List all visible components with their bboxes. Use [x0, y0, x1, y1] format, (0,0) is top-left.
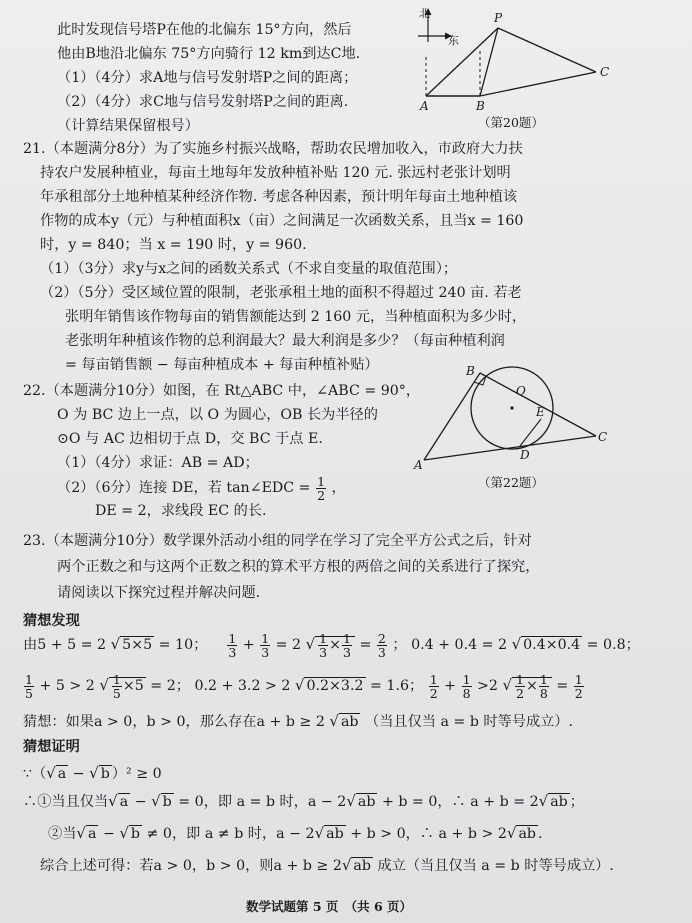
tan-fraction-denominator: 2 — [317, 487, 326, 503]
line-ap — [426, 28, 498, 96]
q21-line-3: 年承租部分土地种植某种经济作物. 考虑各种因素，预计明年每亩土地种植该 — [40, 189, 518, 205]
proof-line-3: ②当√ a − √ b ≠ 0，即 a ≠ b 时，a − 2√ ab + b > 0，∴ a + b > 2√ ab . — [48, 824, 543, 842]
q20-caption: （第20题） — [478, 115, 544, 130]
section-heading-guess: 猜想发现 — [23, 613, 80, 629]
q22-part-1: （1）（4分）求证：AB = AD； — [57, 455, 259, 471]
frac-1-5: $\frac{1}{5}$ — [25, 671, 33, 701]
proof-line-2: ∴①当且仅当√ a − √ b = 0，即 a = b 时，a − 2√ ab + b = 0，∴ a + b = 2√ ab ； — [23, 792, 584, 810]
frac-1-3-b: $\frac{1}{3}$ — [261, 630, 270, 660]
example-1c-radicand: 0.4×0.4 — [523, 637, 581, 653]
example-2b-post: = 1.6； — [370, 678, 424, 694]
tan-fraction — [316, 475, 326, 502]
example-1a-post: = 10； — [158, 637, 208, 653]
q23-line-2: 两个正数之和与这两个正数之积的算术平方根的两倍之间的关系进行了探究， — [57, 559, 540, 575]
frac-1-3-a: $\frac{1}{3}$ — [228, 630, 237, 660]
q21-part-1: （1）（3分）求y与x之间的函数关系式（不求自变量的取值范围）； — [40, 261, 458, 277]
q22-figure — [408, 355, 630, 505]
q21-part-2d: = 每亩销售额 − 每亩种植成本 + 每亩种植补贴） — [65, 357, 379, 373]
frac-2-3: $\frac{2}{3}$ — [377, 630, 386, 660]
q20-note: （计算结果保留根号） — [57, 118, 199, 134]
point-o-label: O — [516, 384, 526, 398]
line-pc — [498, 28, 596, 72]
q22-line-2: O 为 BC 边上一点，以 O 为圆心，OB 长为半径的 — [57, 407, 378, 423]
proof-line-1: ∵（√ a − √ b ）² ≥ 0 — [23, 764, 162, 782]
guess-text: 猜想：如果a > 0，b > 0，那么存在a + b ≥ 2 — [23, 714, 325, 730]
q22-line-1: 22.（本题满分10分）如图，在 Rt△ABC 中，∠ABC = 90°， — [23, 383, 421, 399]
point-p-label: P — [494, 11, 503, 25]
example-row-2: $\frac{1}{5}$ + 5 > 2 √ $\frac{1}{5}$ ×5 = 2； 0.2 + 3.2 > 2 √ 0.2×3.2 = 1.6； $\frac{1}{2}$ + $\frac{1}{8}$ >2 √ $\frac{1}{2}$ × $\frac{1}{8}$ = $\frac{1}{2}$ — [25, 671, 583, 701]
q20-part-2: （2）（4分）求C地与信号发射塔P之间的距离. — [57, 94, 349, 110]
example-2c-mid: >2 — [477, 678, 498, 694]
q20-line-2: 他由B地沿北偏东 75°方向骑行 12 km到达C地. — [57, 46, 361, 62]
q20-line-1: 此时发现信号塔P在他的北偏东 15°方向，然后 — [57, 22, 352, 38]
tan-fraction-numerator: 1 — [317, 473, 326, 489]
q23-line-1: 23.（本题满分10分）数学课外活动小组的同学在学习了完全平方公式之后，针对 — [23, 533, 532, 549]
example-1b-eq: = 2 — [275, 637, 302, 653]
point-a-label: A — [420, 99, 429, 113]
example-2a-radicand: ×5 — [122, 678, 144, 694]
point-a-label-22: A — [414, 458, 423, 472]
q21-line-5: 时，y = 840；当 x = 190 时，y = 960. — [40, 237, 307, 253]
north-label: 北 — [419, 7, 430, 20]
guess-radicand: ab — [340, 714, 359, 730]
point-b-label: B — [476, 99, 485, 113]
q22-part-2a-text: （2）（6分）连接 DE，若 tan∠EDC = — [57, 480, 311, 496]
line-bp — [480, 28, 498, 96]
guess-end: （当且仅当 a = b 时等号成立）. — [365, 714, 574, 730]
east-label: 东 — [448, 34, 459, 47]
q22-part-2b: DE = 2，求线段 EC 的长. — [95, 503, 267, 519]
q20-figure — [408, 2, 638, 132]
q22-line-3: ⊙O 与 AC 边相切于点 D，交 BC 于点 E. — [57, 431, 323, 447]
guess-line: 猜想：如果a > 0，b > 0，那么存在a + b ≥ 2 √ ab （当且仅当 a = b 时等号成立）. — [23, 712, 574, 730]
frac-1-8: $\frac{1}{8}$ — [462, 671, 471, 701]
point-e-label: E — [536, 405, 545, 419]
page-footer: 数学试题第 5 页 （共 6 页） — [246, 899, 413, 914]
q22-part-2a — [57, 474, 346, 502]
example-2c-eq: = — [556, 678, 569, 694]
q21-line-1: 21.（本题满分8分）为了实施乡村振兴战略，帮助农民增加收入，市政府大力扶 — [23, 141, 523, 157]
q23-line-3: 请阅读以下探究过程并解决问题. — [57, 585, 261, 601]
q20-part-1: （1）（4分）求A地与信号发射塔P之间的距离； — [57, 70, 358, 86]
segment-de — [520, 419, 541, 446]
side-ac — [424, 436, 596, 460]
q22-caption: （第22题） — [478, 475, 544, 490]
summary-line: 综合上述可得：若a > 0，b > 0，则a + b ≥ 2√ ab 成立（当且仅当 a = b 时等号成立）. — [40, 856, 614, 874]
q21-line-4: 作物的成本y（元）与种植面积x（亩）之间满足一次函数关系，且当x = 160 — [40, 213, 524, 229]
example-2a-mid: + 5 > 2 — [39, 678, 95, 694]
example-1b-eq2: = — [359, 637, 372, 653]
line-bc — [480, 72, 596, 96]
example-2b-radicand: 0.2×3.2 — [306, 678, 364, 694]
q22-part-2a-end: ， — [331, 480, 346, 496]
point-b-label-22: B — [466, 364, 475, 378]
q21-part-2a: （2）（5分）受区域位置的限制，老张承租土地的面积不得超过 240 亩. 若老 — [40, 285, 522, 301]
frac-1-2-result: $\frac{1}{2}$ — [574, 671, 583, 701]
q21-part-2c: 老张明年种植该作物的总利润最大？最大利润是多少？（每亩种植利润 — [65, 333, 505, 349]
example-1c-pre: 0.4 + 0.4 = 2 — [411, 637, 508, 653]
section-heading-proof: 猜想证明 — [23, 739, 80, 755]
point-c-label-22: C — [598, 430, 608, 444]
example-1c-post: = 0.8； — [586, 637, 640, 653]
example-2b-pre: 0.2 + 3.2 > 2 — [194, 678, 291, 694]
center-dot — [510, 406, 513, 409]
point-d-label: D — [520, 448, 530, 462]
example-1a-pre: 由5 + 5 = 2 — [23, 637, 107, 653]
frac-1-2: $\frac{1}{2}$ — [429, 671, 438, 701]
q21-part-2b: 张明年销售该作物每亩的销售额能达到 2 160 元，当种植面积为多少时， — [65, 309, 527, 325]
example-2a-post: = 2； — [150, 678, 190, 694]
q21-line-2: 持农户发展种植业，每亩土地每年发放种植补贴 120 元. 张远村老张计划明 — [40, 165, 511, 181]
point-c-label: C — [600, 65, 610, 79]
example-1a-radicand: 5×5 — [122, 637, 153, 653]
example-1b-end: ； — [392, 637, 407, 653]
example-row-1: 由5 + 5 = 2 √ 5×5 = 10； $\frac{1}{3}$ + $\frac{1}{3}$ = 2 √ $\frac{1}{3}$ × $\frac{1}{3}$ = $\frac{2}{3}$ ； 0.4 + 0.4 = 2 √ 0.4×0.4 = 0.8； — [23, 630, 640, 660]
